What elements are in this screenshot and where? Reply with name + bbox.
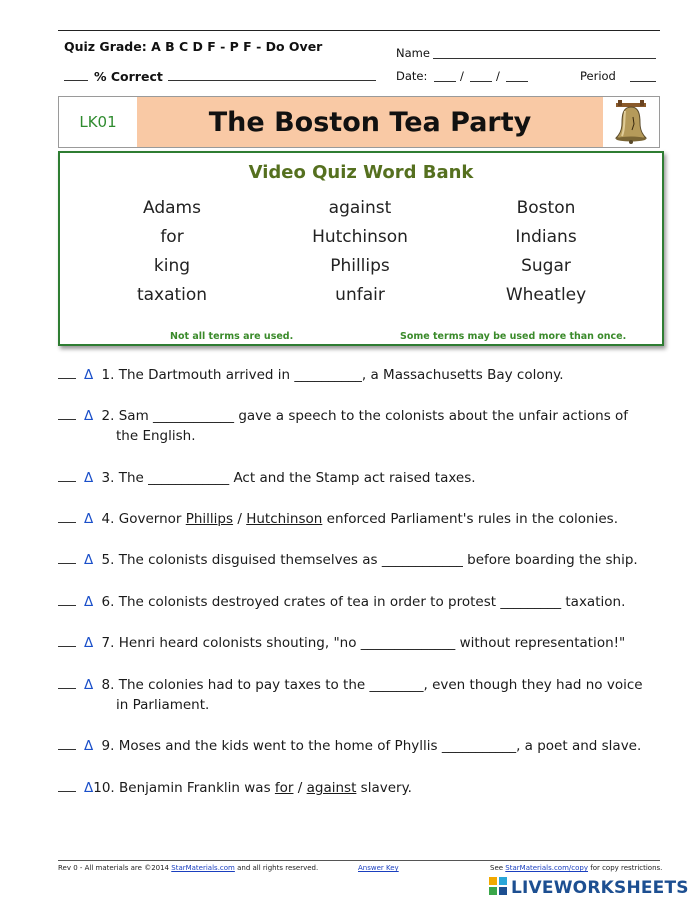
answer-blank[interactable] xyxy=(58,407,76,420)
question-text: Governor xyxy=(118,511,182,527)
question-number: 6. xyxy=(101,594,115,610)
fill-blank[interactable]: __________ xyxy=(294,367,362,383)
choice-option[interactable]: against xyxy=(306,780,357,796)
question-3 xyxy=(58,468,668,488)
pct-correct-blank[interactable] xyxy=(64,69,88,81)
question-7 xyxy=(58,633,668,653)
answer-blank[interactable] xyxy=(58,593,76,606)
pct-correct-field[interactable] xyxy=(168,69,376,81)
triangle-icon: Δ xyxy=(84,738,94,754)
question-text: , a poet and slave. xyxy=(516,738,642,754)
answer-blank[interactable] xyxy=(58,737,76,750)
fill-blank[interactable]: ________ xyxy=(369,677,424,693)
triangle-icon: Δ xyxy=(84,470,94,486)
word-bank-term: against xyxy=(328,198,392,218)
answer-blank[interactable] xyxy=(58,676,76,689)
triangle-icon: Δ xyxy=(84,367,94,383)
date-month-field[interactable] xyxy=(434,70,456,82)
question-4 xyxy=(58,509,668,529)
answer-blank[interactable] xyxy=(58,469,76,482)
date-year-field[interactable] xyxy=(506,70,528,82)
triangle-icon: Δ xyxy=(84,677,94,693)
footer-site-link[interactable]: StarMaterials.com xyxy=(171,864,235,872)
question-text: taxation. xyxy=(565,594,626,610)
name-label: Name xyxy=(396,46,430,60)
question-text: gave a speech to the colonists about the unfair actions of xyxy=(238,408,629,424)
word-bank-term: Adams xyxy=(143,198,201,218)
fill-blank[interactable]: ____________ xyxy=(381,552,463,568)
triangle-icon: Δ xyxy=(84,780,94,796)
question-number: 5. xyxy=(101,552,115,568)
question-text: Moses and the kids went to the home of Phyllis xyxy=(118,738,438,754)
footer-copy-rest: for copy restrictions. xyxy=(590,864,663,872)
choice-separator: / xyxy=(297,780,303,796)
triangle-icon: Δ xyxy=(84,511,94,527)
question-number: 3. xyxy=(101,470,115,486)
name-field[interactable] xyxy=(433,47,656,59)
footer-rule xyxy=(58,860,660,861)
choice-option[interactable]: Hutchinson xyxy=(246,511,323,527)
date-label: Date: xyxy=(396,69,428,83)
word-bank-term: taxation xyxy=(136,285,208,305)
liveworksheets-wordmark: LIVEWORKSHEETS xyxy=(511,878,689,898)
answer-blank[interactable] xyxy=(58,551,76,564)
word-bank-note-left: Not all terms are used. xyxy=(170,331,294,342)
answer-key-link[interactable]: Answer Key xyxy=(358,864,399,872)
date-day-field[interactable] xyxy=(470,70,492,82)
question-number: 1. xyxy=(101,367,115,383)
triangle-icon: Δ xyxy=(84,594,94,610)
question-2 xyxy=(58,406,668,446)
question-text-line2: in Parliament. xyxy=(116,697,210,713)
question-8 xyxy=(58,675,668,715)
pct-correct-label: % Correct xyxy=(94,69,163,84)
period-label: Period xyxy=(580,69,616,83)
fill-blank[interactable]: ___________ xyxy=(441,738,517,754)
word-bank-term: for xyxy=(160,227,184,247)
footer-answer-key xyxy=(358,864,399,872)
question-text: Act and the Stamp act raised taxes. xyxy=(233,470,476,486)
question-number: 9. xyxy=(101,738,115,754)
liveworksheets-logo[interactable] xyxy=(488,876,689,900)
fill-blank[interactable]: ______________ xyxy=(360,635,456,651)
page-title: The Boston Tea Party xyxy=(137,97,603,147)
question-1 xyxy=(58,365,668,385)
question-5 xyxy=(58,550,668,570)
period-field[interactable] xyxy=(630,70,656,82)
footer-see: See xyxy=(490,864,504,872)
word-bank-term: Phillips xyxy=(330,256,390,276)
question-text: The colonies had to pay taxes to the xyxy=(118,677,366,693)
fill-blank[interactable]: _________ xyxy=(500,594,562,610)
date-sep-1: / xyxy=(460,69,464,83)
question-text: Benjamin Franklin was xyxy=(119,780,271,796)
question-number: 8. xyxy=(101,677,115,693)
word-bank-term: Indians xyxy=(515,227,577,247)
question-text-line2: the English. xyxy=(116,428,196,444)
choice-option[interactable]: for xyxy=(274,780,294,796)
question-text: , even though they had no voice xyxy=(423,677,643,693)
word-bank-term: Sugar xyxy=(521,256,571,276)
question-text: slavery. xyxy=(360,780,412,796)
footer-copyright xyxy=(58,864,318,872)
copy-restrictions-link[interactable]: StarMaterials.com/copy xyxy=(505,864,588,872)
question-text: The xyxy=(118,470,144,486)
question-text: The colonists destroyed crates of tea in order to protest xyxy=(118,594,497,610)
fill-blank[interactable]: ____________ xyxy=(153,408,235,424)
triangle-icon: Δ xyxy=(84,552,94,568)
answer-blank[interactable] xyxy=(58,510,76,523)
title-band xyxy=(58,96,660,148)
word-bank-term: king xyxy=(153,256,191,276)
triangle-icon: Δ xyxy=(84,635,94,651)
top-rule xyxy=(58,30,660,31)
question-text: Sam xyxy=(118,408,149,424)
answer-blank[interactable] xyxy=(58,779,76,792)
question-text: enforced Parliament's rules in the colonies. xyxy=(326,511,618,527)
question-text: before boarding the ship. xyxy=(467,552,638,568)
question-text: Henri heard colonists shouting, "no xyxy=(118,635,357,651)
quiz-grade-label: Quiz Grade: A B C D F - P F - Do Over xyxy=(64,39,323,54)
choice-option[interactable]: Phillips xyxy=(185,511,234,527)
liveworksheets-icon xyxy=(488,876,508,900)
footer-rights: and all rights reserved. xyxy=(237,864,319,872)
question-6 xyxy=(58,592,668,612)
lesson-code: LK01 xyxy=(59,97,138,147)
liberty-bell-icon xyxy=(603,97,659,147)
question-text: without representation!" xyxy=(459,635,626,651)
word-bank-term: Wheatley xyxy=(505,285,587,305)
question-number: 2. xyxy=(101,408,115,424)
footer-rev: Rev 0 - All materials are ©2014 xyxy=(58,864,170,872)
answer-blank[interactable] xyxy=(58,634,76,647)
footer-copy xyxy=(490,864,662,872)
choice-separator: / xyxy=(237,511,242,527)
question-number: 4. xyxy=(101,511,115,527)
question-text: , a Massachusetts Bay colony. xyxy=(361,367,564,383)
word-bank-term: Hutchinson xyxy=(312,227,408,247)
triangle-icon: Δ xyxy=(84,408,94,424)
word-bank-term: Boston xyxy=(516,198,576,218)
word-bank-term: unfair xyxy=(335,285,385,305)
word-bank-title: Video Quiz Word Bank xyxy=(248,162,474,183)
word-bank-note-right: Some terms may be used more than once. xyxy=(400,331,627,342)
question-text: The Dartmouth arrived in xyxy=(118,367,291,383)
question-text: The colonists disguised themselves as xyxy=(118,552,378,568)
question-number: 10. xyxy=(93,780,115,796)
question-9 xyxy=(58,736,668,756)
word-bank xyxy=(58,151,664,346)
question-number: 7. xyxy=(101,635,115,651)
answer-blank[interactable] xyxy=(58,366,76,379)
fill-blank[interactable]: ____________ xyxy=(148,470,230,486)
question-10 xyxy=(58,778,668,798)
date-sep-2: / xyxy=(496,69,500,83)
